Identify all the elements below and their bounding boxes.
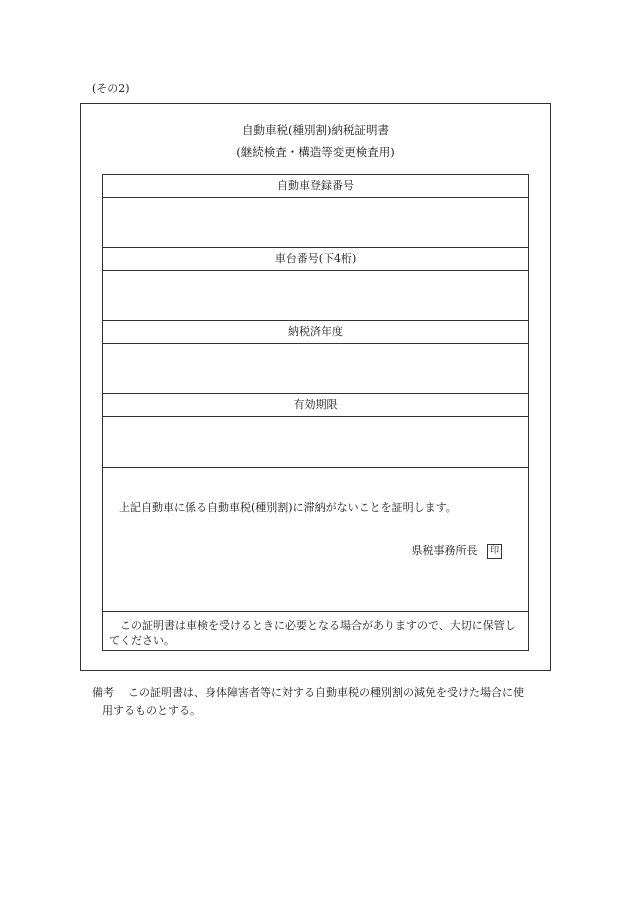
certificate-subtitle: (継続検査・構造等変更検査用) [236, 145, 395, 159]
seal-icon: 印 [487, 544, 502, 559]
certificate-table [102, 174, 529, 651]
certification-statement: 上記自動車に係る自動車税(種別割)に滞納がないことを証明します。 [119, 501, 457, 514]
field-value-registration-number[interactable] [103, 198, 528, 248]
issuer-title: 県税事務所長 [411, 544, 478, 557]
certificate-title: 自動車税(種別割)納税証明書 [242, 123, 389, 137]
remark-line-2: 用するものとする。 [102, 704, 201, 717]
certificate-frame [80, 103, 551, 671]
field-value-expiry-date[interactable] [103, 417, 528, 468]
field-label-chassis-number: 車台番号(下4桁) [103, 248, 528, 271]
issuer-line [412, 542, 503, 559]
field-label-tax-paid-year: 納税済年度 [103, 321, 528, 344]
remark-line-1: この証明書は、身体障害者等に対する自動車税の種別割の減免を受けた場合に使 [128, 686, 524, 699]
storage-notice: この証明書は車検を受けるときに必要となる場合がありますので、大切に保管してください。 [103, 611, 528, 648]
field-label-expiry-date: 有効期限 [103, 394, 528, 417]
field-label-registration-number: 自動車登録番号 [103, 175, 528, 198]
field-value-chassis-number[interactable] [103, 271, 528, 321]
remark-head: 備考 [92, 686, 114, 699]
remarks [92, 684, 562, 720]
field-value-tax-paid-year[interactable] [103, 344, 528, 394]
page-label: (その2) [92, 82, 130, 95]
